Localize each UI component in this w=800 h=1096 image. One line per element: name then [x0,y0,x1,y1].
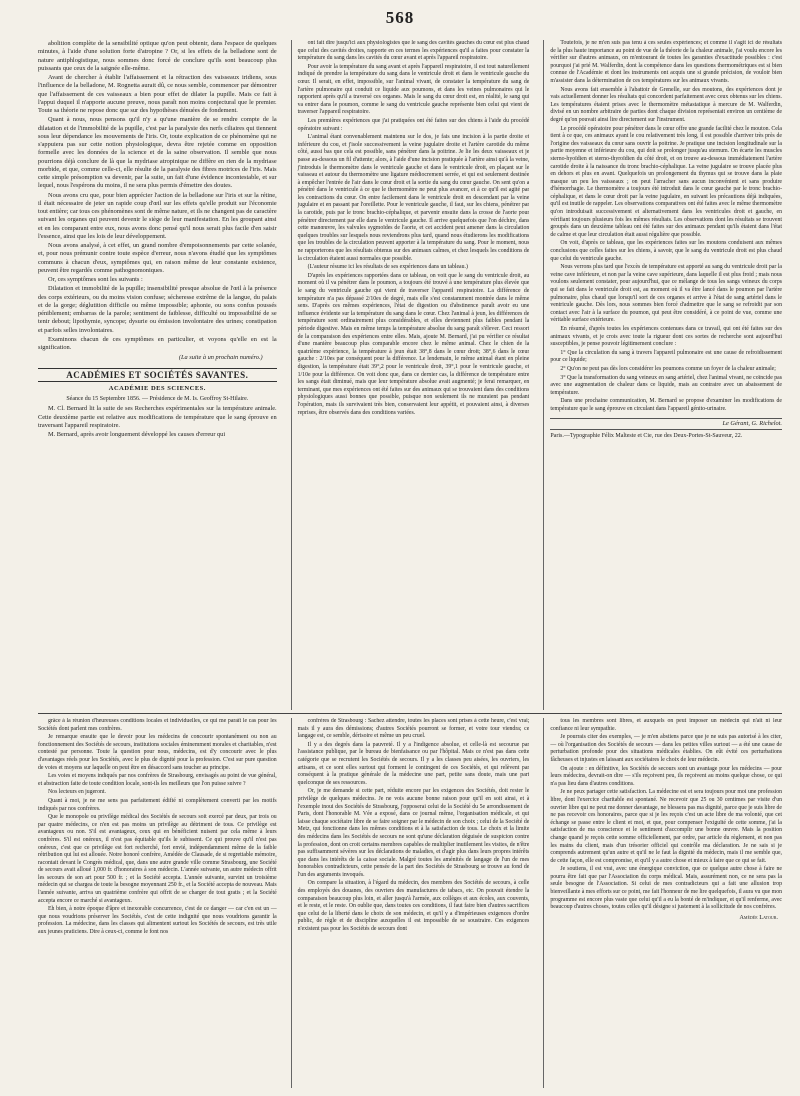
bottom-col1-paragraphs [38,718,277,937]
paragraph: On ajoute : en définitive, les Sociétés de secours sont un avantage pour les médecins — pour leurs médecins, devrait-on dire — s'ils reçoivent peu, ils reçoivent au moins quelque chose, ce qui n'a pas lieu dans d'autres conditions. [550,765,782,787]
paragraph: L'animal étant convenablement maintenu sur le dos, je fais une incision à la partie droite et inférieure du cou, et j'isole successivement la veine jugulaire droite et l'artère carotide du même côté, aussi bas que cela est possible, sans pénétrer dans la poitrine. Je lie les deux vaisseaux et je passe au-dessous un fil d'attente; alors, à l'aide d'une incision pratiquée à l'artère ainsi qu'à la veine, j'introduis le thermomètre dans le ventricule gauche et dans le ventricule droit, en plaçant sur le vaisseau et autour du thermomètre une ligature médiocrement serrée, et qui est seulement destinée à empêcher l'entrée de l'air dans le cœur droit et la sortie du sang du cœur gauche. On sent qu'on a pénétré dans le ventricule à ce que le thermomètre ne peut plus avancer, et à ce qu'il est agité par les contractions du cœur. On entre facilement dans le ventricule droit en descendant par la veine jugulaire et en passant par l'oreillette. Pour le ventricule gauche, il faut, sur les chiens, pénétrer par la carotide, puis par le tronc brachio-céphalique, et parvenir ensuite dans la crosse de l'aorte pour pénétrer directement par elle dans le ventricule gauche. Il arrive quelquefois que l'on déchire, dans cette manœuvre, les valvules sygmoïdes de l'aorte, et cet accident peut amener dans la circulation quelques troubles sur lesquels nous reviendrons plus tard, quand nous étudierons les modifications que les troubles de la circulation peuvent apporter à la température du sang. Pour le moment, nous ne rapporterons que les résultats obtenus sur des animaux calmes, et chez lesquels les conditions de la circulation étaient aussi normales que possible. [297,134,530,262]
paragraph: 3° Que la transformation du sang veineux en sang artériel, chez l'animal vivant, ne coïncide pas avec une augmentation de chaleur dans ce liquide, mais au contraire avec un abaissement de température. [550,374,782,396]
paragraph: Quant à moi, je ne me sens pas parfaitement édifié ni complètement converti par les motifs indiqués par nos confrères. [38,797,277,812]
top-column-3 [543,40,782,710]
paragraph: On voit, d'après ce tableau, que les expériences faites sur les moutons conduisent aux mêmes conclusions que celles faites sur les chiens, à savoir, que le sang du ventricule droit est plus chaud que celui du ventricule gauche. [550,240,782,262]
bottom-section [38,718,782,1088]
top-column-2 [291,40,530,710]
to-be-continued: (La suite à un prochain numéro.) [178,354,263,362]
top-col3-paragraphs [550,40,782,414]
paragraph: tous les membres sont libres, et auxquels on peut imposer un médecin qui n'ait ni leur confiance ni leur sympathie. [550,718,782,732]
printer-line: Paris.—Typographie Félix Malteste et Cie, rue des Deux-Portes-St-Sauveur, 22. [550,432,743,439]
paragraph: Nous avons analysé, à cet effet, un grand nombre d'empoisonnements par cette solanée, et, pour nous prémunir contre toute espèce d'erreur, nous n'avons étudié que les symptômes communs à chacun d'eux, symptômes qui, en raison même de leur constante existence, peuvent être regardés comme pathognomoniques. [38,242,277,274]
paragraph: Eh bien, à notre époque d'âpre et inexorable concurrence, c'est de ce danger — car c'en est un — que nous voudrions préserver les Sociétés, c'est de cette indignité que nous voudrions garantir la profession. La médecine, dans les classes qui alimentent surtout les Sociétés de secours, est très utile aux jeunes praticiens. Dire à ceux-ci, comme le font nos [38,906,277,936]
paragraph: Je ne peux partager cette satisfaction. La médecine est et sera toujours pour moi une profession libre, dont l'exercice charitable est spontané. Ne recevoir que 25 ou 30 centimes par visite d'un ouvrier libre qui ne peut me donner davantage, ne blessera pas ma dignité, parce que je suis libre de ne pas recevoir ces honoraires, parce que si je les reçois c'est un acte libre de ma volonté, que cet échange se passe entre le client et moi, et que, pour compenser l'exiguïté de cette somme, j'ai la satisfaction de ma conscience et le sentiment d'accomplir une bonne œuvre. Mais la position change quand je reçois cette somme officiellement, par ordre, par article du règlement, et non pas les mains du client, mais d'un trésorier officiel qui contrôle ma déclaration. Je ne sais si je comprends autrement qu'un autre et qu'il ne le faut la dignité du médecin, mais il me semble que, de cette façon, elle est compromise, et qu'il y a autre chose et mieux à faire que ce qui se fait. [550,789,782,864]
paragraph: Or, je me demande si cette part, réduite encore par les exigences des Sociétés, doit rester le privilège de quelques médecins. Je ne vois aucune bonne raison pour qu'il en soit ainsi, et à l'exemple inoui des Sociétés de Strasbourg, j'opposerai celui de la Société du 5e arrondissement de Paris, dont l'honorable M. Vée a exposé, dans ce journal même, l'organisation médicale, et qui laisse chaque sociétaire libre de se faire soigner par le médecin de son choix ; celui de la Société de Metz, qui fonctionne dans les mêmes conditions et à la satisfaction de tous. Le choix et la limite des médecins dans les Sociétés de secours ne sont qu'une déclaration déguisée de suspicion contre la profession, dont on croit certains membres capables de multiplier inutilement les visites, de n'être pas suffisamment sévères sur les déclarations de maladies, et d'agir plus dans leurs propres intérêts que dans les intérêts de la caisse sociale. Malgré toutes les aménités de langage de l'un de mes honorables contradicteurs, cette pensée de la part des Sociétés de Strasbourg se trouve au fond de l'un des arguments invoqués. [297,788,530,878]
paragraph: Dilatation et immobilité de la pupille; insensibilité presque absolue de l'œil à la présence des corps extérieurs, ou du moins vision confuse; sécheresse extrême de la langue, du palais et de la gorge; déglutition difficile ou même impossible; aphonie, ou sons confus poussés péniblement; embarras de la parole; sentiment de faiblesse, difficulté ou impossibilité de se tenir debout; lipothymie, syncope; dysurie ou émission involontaire des urines; constipation et parfois selles involontaires. [38,285,277,334]
page-number: 568 [385,8,415,27]
paragraph: Pour avoir la température du sang avant et après l'appareil respiratoire, il est tout naturellement indiqué de prendre la température du sang dans le ventricule droit et dans le ventricule gauche du cœur. Il serait, en effet, impossible, sur l'animal vivant, de constater la température du sang de l'artère pulmonaire qui conduit ce liquide aux poumons, et dans les veines pulmonaires qui le rapportent après qu'il a traversé ces organes. Mais le sang du cœur droit est, en réalité, le sang qui va entrer dans le poumon, comme le sang du ventricule gauche représente bien celui qui vient de traverser l'appareil respiratoire. [297,63,530,116]
author-signature: Amédée Latour. [739,913,778,921]
academy-title: ACADÉMIE DES SCIENCES. [108,384,206,392]
top-column-1 [38,40,277,710]
paragraph: D'après les expériences rapportées dans ce tableau, on voit que le sang du ventricule droit, au moment où il va pénétrer dans le poumon, a toujours été trouvé à une température plus élevée que le sang du ventricule gauche qui vient de traverser l'appareil respiratoire. La différence de température n'a pas dépassé 2/10es de degré, mais elle s'est constamment montrée dans le même sens. D'après ces mêmes expériences, l'état de digestion ou d'abstinence paraît avoir eu une influence évidente sur la température du sang dans le cœur. Chez l'animal à jeun, les différences de température sont ordinairement plus considérables, et elles deviennent plus faibles pendant la période digestive. Mais en même temps la température absolue du sang paraît s'élever. Ceci ressort de la comparaison des expériences entre elles. Mais, ajoute M. Bernard, j'ai pu vérifier ce résultat d'une manière beaucoup plus comparable encore chez le même animal. Chez le chien de la quatrième expérience, la température à jeun était 38°,8 dans le cœur droit; 38°,6 dans le cœur gauche : 2/10es par conséquent pour la différence. Le lendemain, le même animal étant en pleine digestion, la température était 39°,2 pour le ventricule droit, 39°,1 pour le ventricule gauche, et 1/10e pour la différence. On voit donc que, dans ce dernier cas, la différence de température entre les sangs était diminué, mais que leur température absolue avait augmenté; je ferai remarquer, en terminant, que mes expériences ont été faites sur des animaux qui se trouvaient dans des conditions physiologiques aussi bonnes que possible, puisque non seulement ils ne muraient pas pendant l'opération, mais ils survivaient très bien, conservaient leur appétit, et pouvaient ainsi, à diverses reprises, être observés dans des conditions variées. [297,272,530,416]
paragraph: Je soutiens, il est vrai, avec une énergique conviction, que ce quelque autre chose à faire ne pourra être fait que par l'Association du corps médical. Mais, assurément non, ce ne sera pas la seule besogne de l'Association. Si celui de mes contradicteurs qui a fait une allusion trop bienveillante à mes efforts sur ce point, me fait l'honneur de me lire quelquefois, il aura vu que mon programme est encore plus vaste que celui qu'il a eu la bonté de m'indiquer, et qu'il renferme, avec beaucoup d'autres choses, toutes celles qu'il désigne si justement à la sollicitude de nos confrères. [550,866,782,911]
paragraph: Examinons chacun de ces symptômes en particulier, et voyons qu'elle en est la signification. [38,335,277,351]
section-title: ACADÉMIES ET SOCIÉTÉS SAVANTES. [38,368,277,382]
paragraph: Nous verrons plus tard que l'excès de température est apporté au sang du ventricule droit par la veine cave inférieure, et non par la veine cave supérieure, dans laquelle il est plus froid ; mais nous voulons seulement constater, pour aujourd'hui, que ce mélange de tous les sangs veineux du corps qui se fait dans le ventricule droit est, au moment où il va être lancé dans le poumon par l'artère pulmonaire, plus chaud que lorsqu'il sort de ces organes et arrive à l'état de sang artériel dans le ventricule gauche. Dès lors, nous sommes bien forcé d'admettre que le sang se refroidit par son contact avec l'air à la surface du poumon, qui peut être considéré, à ce point de vue, comme une véritable surface extérieure. [550,264,782,324]
top-section [38,40,782,710]
paragraph: (L'auteur résume ici les résultats de ses expériences dans un tableau.) [307,264,468,271]
paragraph: Nos lecteurs en jugeront. [48,789,106,796]
paragraph: Je remarque ensuite que le devoir pour les médecins de concourir spontanément ou non au fonctionnement des Sociétés de secours, institutions sociales éminemment morales et charitables, n'est contesté par personne. Toute la question pour nous, médecins, est d'y concourir avec le plus d'avantages réels pour les Sociétés, avec le plus de dignité pour la profession. C'est sur pure question de voies et moyens sur laquelle on peut être en désaccord sans toucher au principe. [38,734,277,771]
top-col1-after-paragraphs [38,405,277,439]
paragraph: Les premières expériences que j'ai pratiquées ont été faites sur des chiens à l'aide du procédé opératoire suivant : [297,117,530,132]
paragraph: abolition complète de la sensibilité optique qu'on peut obtenir, dans l'espace de quelques minutes, à l'aide d'une solution forte d'atropine ? Or, si les effets de la belladone sont de nature antiphlogistique, nous sommes donc forcé de conclure qu'ils sont beaucoup plus puissants que ceux de la saignée elle-même. [38,40,277,72]
paragraph: Nous avons cru que, pour bien apprécier l'action de la belladone sur l'iris et sur la rétine, il était nécessaire de jeter un rapide coup d'œil sur les effets qu'elle produit sur l'économie tout entière; car tous ces phénomènes sont de même nature, et ils ne changent pas de caractère suivant les organes qui peuvent devenir le siège de leur manifestation. En les groupant ainsi et en les comparant entre eux, nous avons donc pensé qu'il nous serait plus facile d'en saisir l'essence, ainsi que les lois de leur développement. [38,191,277,240]
paragraph: Toutefois, je ne m'en suis pas tenu à ces seules expériences; et comme il s'agit ici de résultats de la plus haute importance au point de vue de la théorie de la chaleur animale, j'ai voulu encore les vérifier sur d'autres animaux, on m'entourant de toutes les garanties d'exactitude possibles : c'est pourquoi j'ai prié M. Walferdin, dont la compétence dans les questions thermométriques est si bien connue de l'Académie et dont les instruments ont acquis une si grande précision, de vouloir bien m'assister dans la détermination de ces températures sur les animaux vivants. [550,40,782,84]
top-col2-paragraphs [298,40,530,417]
paragraph: Je pourrais citer des exemples, — je m'en abstiens parce que je ne suis pas autorisé à les citer, — où l'organisation des Sociétés de secours — dans les petites villes surtout — a été une cause de perturbation profonde pour des situations médicales établies. On eût évité ces perturbations fâcheuses et injustes en laissant aux sociétaires le choix de leur médecin. [550,734,782,763]
paragraph: ont fait dire jusqu'ici aux physiologistes que le sang des cavités gauches du cœur est plus chaud que celui des cavités droites, rapporte en ces termes les expériences qu'il a faites pour constater la température du sang dans les cavités du cœur avant et après l'appareil respiratoire. [297,40,530,62]
paragraph: Or, ces symptômes sont les suivants : [48,276,143,283]
paragraph: grâce à la réunion d'heureuses conditions locales et individuelles, ce qui me paraît le cas pour les Sociétés dont parlent mes confrères. [38,718,277,732]
paragraph: Dans une prochaine communication, M. Bernard se propose d'examiner les modifications de température que le sang éprouve en circulant dans l'appareil génito-urinaire. [550,398,782,412]
bottom-column-1 [38,718,277,1088]
paragraph: 1° Que la circulation du sang à travers l'appareil pulmonaire est une cause de refroidissement pour ce liquide; [550,349,782,364]
bottom-column-2 [291,718,530,1088]
paragraph: 2° Qu'on ne peut pas dès lors considérer les poumons comme un foyer de la chaleur animale; [560,365,776,372]
paragraph: En résumé, d'après toutes les expériences contenues dans ce travail, qui ont été faites sur des animaux vivants, et je crois avec toute la rigueur dont ces sortes de recherche sont aujourd'hui susceptibles, je pense pouvoir légitimement conclure : [550,325,782,348]
paragraph: confrères de Strasbourg : Sachez attendre, toutes les places sont prises à cette heure, c'est vrai; mais il y aura des démissions; d'autres Sociétés pourront se former, et votre tour viendra; ce langage est, ce semble, dérisoire et même un peu cruel. [297,718,530,740]
paragraph: Les voies et moyens indiqués par nos confrères de Strasbourg, envisagés au point de vue général, et abstraction faite de toute condition locale, sont-ils les meilleurs que l'on puisse suivre ? [38,773,277,787]
gerant-line: Le Gérant, G. Richelot. [550,418,782,430]
paragraph: Il y a des degrés dans la pauvreté. Il y a l'indigence absolue, et celle-là est secourue par l'assistance publique, par le bureau de bienfaisance ou par l'hôpital. Mais ce n'est pas dans cette catégorie que se recrutent les Sociétés de secours. Il y a les classes peu aisées, les ouvriers, les artisans, et ce sont elles surtout qui forment le contingent de ces Sociétés, et qui relèvent par conséquent à la pratique générale de la médecine une part, petite sans doute, mais une part quelconque de ses ressources. [297,741,530,786]
section-divider [38,713,782,714]
bottom-col3-paragraphs [550,718,782,912]
paragraph: Quant à nous, nous pensons qu'il n'y a qu'une manière de se rendre compte de la dilatation et de l'immobilité de la pupille, c'est par la paralysie des nerfs ciliaires qui tiennent sous leur dépendance les mouvements de l'iris. Or, toute explication de ce phénomène qui ne s'appuiera pas sur cette notion physiologique, devra être rejetée comme en opposition formelle avec les données de la science et de la saine observation. Il semble que nous pourrions déjà conclure de là que la mydriase atropinique ne diffère en rien de la mydriase morbide, et que, comme celle-ci, elle résulte de la paralysie des fibres motrices de l'iris. Mais cette simple présomption va devenir, par la suite, un fait d'une évidence incontestable, et sur lequel, nous l'espérons du moins, il ne sera plus permis d'émettre des doutes. [38,116,277,190]
paragraph: Que le monopole ou privilège médical des Sociétés de secours soit exercé par deux, par trois ou par quatre médecins, ce n'en est pas moins un privilège au détriment de tous. Ce privilège est avantageux ou non. S'il est avantageux, ceux qui en bénéficient nuisent par cela même à leurs confrères. S'il est onéreux, il n'est pas équitable qu'ils le subissent. Ce qui prouve qu'il n'est pas onéreux, c'est que ce privilège est fort recherché, fort envié, indépendamment même de la faible rétribution qui lui est allouée. Notre honoré confrère, Amédée de Clausade, de si regrettable mémoire, racontait devant le Congrès médical, que, dans une autre grande ville comme Strasbourg, une Société de secours avait alloué 1,000 fr. d'honoraires à son médecin. L'année suivante, un autre médecin offrit les secours de son art pour 500 fr. ; et la Société accepta. L'année suivante, survint un troisième médecin qui se chargea de toute la besogne moyennant 250 fr., et la Société accepta de nouveau. Mais l'année suivante, arriva un quatrième confrère qui offrit de se charger de tout gratis ; et la Société accepta encore ce marché si avantageux. [38,814,277,904]
paragraph: On compare la situation, à l'égard du médecin, des membres des Sociétés de secours, à celle des employés des douanes, des ouvriers des manufactures de tabacs, etc. On pouvait étendre la comparaison beaucoup plus loin, et aller jusqu'à l'armée, aux collèges et aux écoles, aux couvents, et le reste, et le reste. On oublie que, dans toutes ces conditions, il faut faire bien d'autres sacrifices que celui de la liberté dans le choix de son médecin, et qu'il y a d'impérieuses exigences d'ordre public, de règle et de discipline auxquelles il est impossible de se soustraire. Ces exigences n'existent pas pour les Sociétés de secours dont [297,880,530,933]
bottom-column-3 [543,718,782,1088]
paragraph: M. Cl. Bernard lit la suite de ses Recherches expérimentales sur la température animale. Cette deuxième partie est relative aux modifications de température que le sang éprouve en traversant l'appareil respiratoire. [38,405,277,429]
top-col1-paragraphs [38,40,277,352]
paragraph: Avant de chercher à établir l'affaissement et la rétraction des vaisseaux iridiens, sous l'influence de la belladone, M. Rognetta aurait dû, ce nous semble, commencer par démontrer que l'affaissement de ces vaisseaux a bien pour effet de dilater la pupille. Mais ce fait à l'appui duquel il n'apporte aucune preuve, nous paraît non moins conjectural que le premier. Toute sa théorie ne repose donc que sur des hypothèses dénuées de fondement. [38,74,277,114]
paragraph: Le procédé opératoire pour pénétrer dans le cœur offre une grande facilité chez le mouton. Cela tient à ce que, ces animaux ayant le cou relativement très long, il est possible d'arriver très près de l'origine des vaisseaux du cœur sans ouvrir la poitrine. Je pratique une incision longitudinale sur la partie moyenne et inférieure du cou, qui doit se prolonger jusqu'au sternum. On écarte les muscles sterno-hyoïdien et sterno-thyroïdien du côté droit, et on trouve au-dessous immédiatement l'artère carotide droite à la naissance du tronc brachio-céphalique. La veine jugulaire se trouve placée plus en dehors et plus en avant. Quelquefois un prolongement du thymus qui se trouve dans la plaie masque un peu les vaisseaux ; on peut l'arracher sans aucun inconvénient et sans produire d'hémorrhagie. Le thermomètre a toujours été introduit dans le cœur gauche par le tronc brachio-céphalique, et dans le cœur droit par la veine jugulaire, en suivant les précautions déjà indiquées, qu'il est inutile de rappeler. Les observations comparatives ont été faites avec le même thermomètre qu'on introduisait successivement et alternativement dans les ventricules droit et gauche, en vérifiant toujours plusieurs fois les mêmes résultats. Les observations dont les résultats se trouvent groupés dans un deuxième tableau ont été faites sur des animaux pendant qu'ils étaient dans l'état de calme et que leur circulation était aussi régulière que possible. [550,125,782,238]
bottom-col2-paragraphs [298,718,530,934]
paragraph: Nous avons fait ensemble à l'abattoir de Grenelle, sur des moutons, des expériences dont je vais actuellement donner les résultats qui concordent parfaitement avec ceux obtenus sur les chiens. Les températures étaient prises avec le thermomètre métastatique à mercure de M. Walferdin, divisé en un nombre arbitraire de parties dont chaque division représentait environ un centième de degré qu'on pouvait ainsi lire directement sur l'instrument. [550,86,782,123]
paragraph: M. Bernard, après avoir longuement développé les causes d'erreur qui [48,431,226,438]
session-line: Séance du 15 Septembre 1856. — Présidence de M. Is. Geoffroy St-Hilaire. [66,396,249,402]
